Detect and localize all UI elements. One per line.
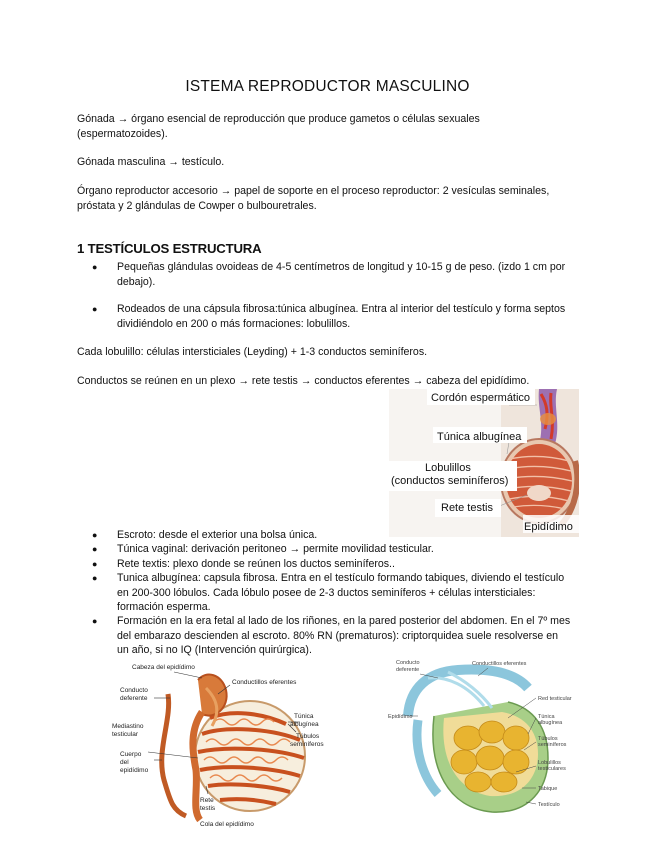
bullet-icon: ● [92, 616, 98, 626]
list-item-line: Tunica albugínea: capsula fibrosa. Entra en el testículo formando tabiques, diviendo el testículo [117, 572, 565, 584]
bullet-icon: ● [92, 559, 98, 569]
figure1-label: Cordón espermático [431, 392, 531, 404]
figure2-label: epidídimo [120, 767, 149, 774]
figure3-label: Túnica [538, 714, 555, 720]
figure2-label: Cola del epidídimo [200, 821, 254, 828]
testicle-section-figure [110, 660, 325, 832]
list-item-line: dividiéndolo en 200 o más formaciones: lobulillos. [117, 317, 351, 330]
organo-accesorio [77, 184, 582, 213]
figure2-label: testis [200, 805, 216, 812]
figure3-label: seminíferos [538, 742, 567, 748]
bullet-icon: ● [92, 262, 98, 272]
accesorio-line-2: próstata y 2 glándulas de Cowper o bulbouretrales. [77, 199, 317, 212]
figure1-label: (conductos seminíferos) [391, 475, 509, 487]
list-item-line: Rete textis: plexo donde se reúnen los ductos seminíferos.. [117, 558, 395, 570]
figure3-label: Lobulillos [538, 760, 561, 766]
figure1-label: Túnica albugínea [437, 431, 522, 443]
bullet-icon: ● [92, 304, 98, 314]
accesorio-line-1: Órgano reproductor accesorio → papel de soporte en el proceso reproductor: 2 vesículas seminales, [77, 185, 550, 197]
figure3-label: Tabique [538, 786, 558, 792]
figure3-label: testiculares [538, 766, 566, 772]
figure3-label: Epidídimo [388, 714, 413, 720]
figure2-label: albugínea [290, 721, 319, 728]
gonada-line-2: (espermatozoides). [77, 127, 168, 140]
gonada-definition [77, 112, 582, 141]
bullet-icon: ● [92, 530, 98, 540]
figure2-label: Conductillos eferentes [232, 679, 297, 686]
list-item-line: Rodeados de una cápsula fibrosa:túnica albugínea. Entra al interior del testículo y forma septos [117, 303, 566, 315]
figure1-label: Lobulillos [425, 462, 471, 474]
list-item-line: en 200-300 lóbulos. Cada lóbulo posee de 2-3 ductos seminíferos + células intersticiales: [117, 586, 536, 599]
figure2-label: Túnica [294, 713, 314, 720]
figure2-label: testicular [112, 731, 139, 738]
list-item-line: del embarazo descienden al escroto. 80% RN (prematuros): criptorquidea suele resolverse en [117, 629, 559, 642]
bullet-icon: ● [92, 573, 98, 583]
list-item-line: debajo). [117, 275, 156, 288]
figure3-label: Túbulos [538, 736, 558, 742]
testicle-figure [389, 389, 579, 537]
figure3-label: Red testicular [538, 696, 572, 702]
figure2-label: Cabeza del epidídimo [132, 664, 195, 671]
bullet-icon: ● [92, 544, 98, 554]
testicle-cross-section-figure [388, 658, 580, 818]
figure1-label: Rete testis [441, 502, 493, 514]
conductos-text: Conductos se reúnen en un plexo → rete testis → conductos eferentes → cabeza del epidídimo. [77, 375, 530, 387]
figure3-label: Conductillos eferentes [472, 661, 527, 667]
figure3-label: deferente [396, 667, 420, 673]
list-item-line: Escroto: desde el exterior una bolsa única. [117, 529, 318, 541]
figure2-label: Conducto [120, 687, 148, 694]
gonada-masculina: Gónada masculina → testículo. [77, 156, 225, 168]
figure2-label: seminíferos [290, 741, 324, 748]
list-item-line: Pequeñas glándulas ovoideas de 4-5 centímetros de longitud y 10-15 g de peso. (izdo 1 cm por [117, 261, 566, 273]
page-title: ISTEMA REPRODUCTOR MASCULINO [185, 78, 470, 95]
lobulillo-text: Cada lobulillo: células intersticiales (Leyding) + 1-3 conductos seminíferos. [77, 346, 428, 358]
figure1-label: Epidídimo [524, 521, 573, 533]
figure3-label: albugínea [538, 720, 563, 726]
figure2-label: Rete [200, 797, 214, 804]
figure2-label: del [120, 759, 129, 766]
gonada-line-1: Gónada → órgano esencial de reproducción que produce gametos o células sexuales [77, 113, 480, 125]
figure3-label: Conducto [396, 660, 420, 666]
figure3-label: Testículo [538, 802, 560, 808]
list-item-line: Túnica vaginal: derivación peritoneo → permite movilidad testicular. [117, 543, 434, 555]
section-heading: 1 TESTÍCULOS ESTRUCTURA [77, 241, 262, 256]
figure2-label: Cuerpo [120, 751, 142, 758]
list-item-line: formación esperma. [117, 601, 211, 614]
figure2-label: Túbulos [296, 733, 320, 740]
list-item-line: un año, si no IQ (Intervención quirúrgica). [117, 644, 312, 657]
list-item-line: Formación en la era fetal al lado de los riñones, en la pared posterior del abdomen. En el 7º mes [117, 615, 571, 627]
figure2-label: deferente [120, 695, 148, 702]
figure2-label: Mediastino [112, 723, 144, 730]
